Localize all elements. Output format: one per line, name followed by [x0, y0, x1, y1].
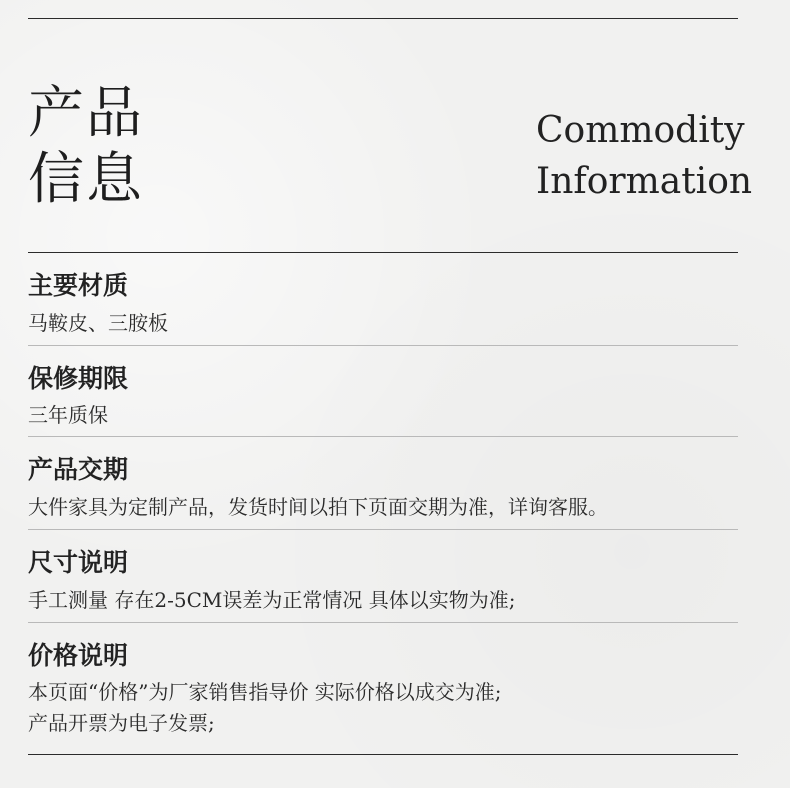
section-title-size: 尺寸说明 [28, 548, 129, 577]
section-text-price-1: 本页面“价格”为厂家销售指导价 实际价格以成交为准; [28, 680, 502, 704]
section-text-warranty: 三年质保 [28, 403, 108, 427]
section-text-material: 马鞍皮、三胺板 [28, 311, 168, 335]
section-divider [28, 345, 738, 346]
section-title-price: 价格说明 [28, 641, 129, 670]
section-text-price-2: 产品开票为电子发票; [28, 711, 215, 735]
english-title-line-1: Commodity [536, 110, 745, 151]
page-title-line-2: 信息 [28, 147, 144, 212]
section-divider [28, 436, 738, 437]
section-title-delivery: 产品交期 [28, 455, 129, 484]
header-divider [28, 252, 738, 253]
section-title-material: 主要材质 [28, 271, 129, 300]
section-title-warranty: 保修期限 [28, 364, 129, 393]
section-text-delivery: 大件家具为定制产品，发货时间以拍下页面交期为准，详询客服。 [28, 495, 608, 519]
bottom-rule [28, 754, 738, 755]
english-title-line-2: Information [536, 161, 753, 202]
section-divider [28, 622, 738, 623]
top-rule [28, 18, 738, 19]
section-text-size: 手工测量 存在2-5CM误差为正常情况 具体以实物为准; [28, 588, 516, 612]
page-title-line-1: 产品 [28, 81, 144, 146]
section-divider [28, 529, 738, 530]
